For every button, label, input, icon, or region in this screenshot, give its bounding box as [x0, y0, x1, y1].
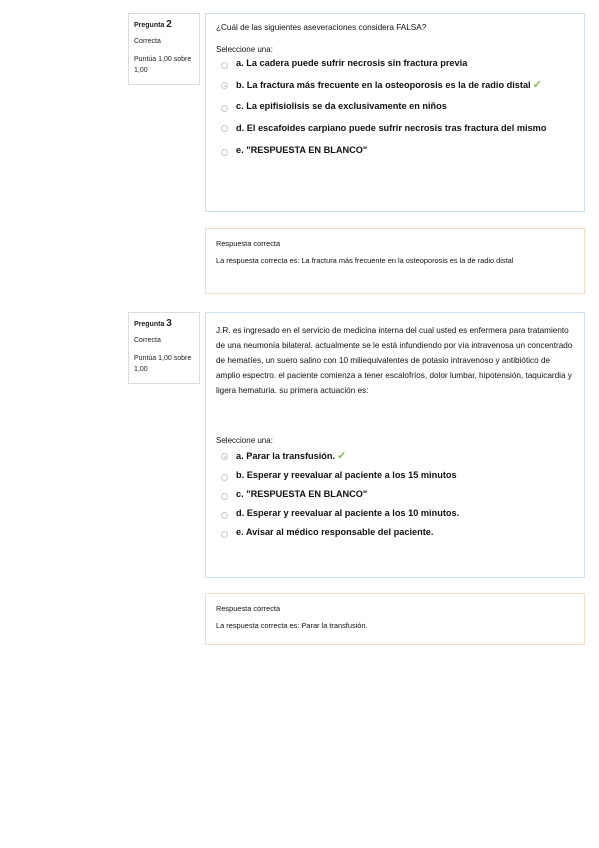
feedback-title: Respuesta correcta: [216, 604, 281, 613]
answer-option-label: c. "RESPUESTA EN BLANCO": [236, 489, 368, 499]
answer-option-label: b. La fractura más frecuente en la osteoporosis es la de radio distal ✓: [236, 79, 542, 91]
answer-prompt: Seleccione una:: [216, 45, 273, 54]
answer-option[interactable]: [216, 145, 574, 155]
question-feedback: [205, 593, 585, 645]
question-formulation: [205, 13, 585, 212]
question-formulation: [205, 312, 585, 578]
question-text: ¿Cuál de las siguientes aseveraciones considera FALSA?: [216, 23, 427, 32]
answer-option[interactable]: [216, 527, 574, 537]
answer-option-label: c. La epifisiolisis se da exclusivamente en niños: [236, 101, 447, 111]
answer-prompt: Seleccione una:: [216, 436, 273, 445]
radio-button[interactable]: [221, 512, 228, 519]
question-number: Pregunta 3: [134, 318, 172, 329]
answer-option[interactable]: [216, 101, 574, 111]
radio-button[interactable]: [221, 149, 228, 156]
radio-button[interactable]: [221, 474, 228, 481]
answer-option[interactable]: [216, 489, 574, 499]
answer-option[interactable]: [216, 508, 574, 518]
checkmark-icon: ✓: [532, 79, 542, 91]
question-grade: Puntúa 1,00 sobre 1,00: [134, 355, 192, 373]
answer-option-label: a. Parar la transfusión. ✓: [236, 450, 347, 462]
radio-button[interactable]: [221, 493, 228, 500]
answer-option[interactable]: [216, 121, 574, 136]
answer-option-label: d. El escafoides carpiano puede sufrir necrosis tras fractura del mismo: [236, 123, 547, 133]
answer-option[interactable]: [216, 470, 574, 480]
radio-button[interactable]: [221, 453, 228, 460]
checkmark-icon: ✓: [337, 450, 347, 462]
question-text: J.R. es ingresado en el servicio de medicina interna del cual usted es enfermera para tratamiento de una neumonía bilateral. actualmente se le está infundiendo por vía intravenosa un concentrado de hematíes, un suero salino con 10 miliequivalentes de potasio intravenoso y antibiótico de amplio espectro. el paciente comienza a tener escalofríos, dolor lumbar, hipotensión, taquicardia y ligera hematuria. su primera actuación es:: [216, 326, 573, 395]
answer-option-label: a. La cadera puede sufrir necrosis sin fractura previa: [236, 58, 468, 68]
radio-button[interactable]: [221, 62, 228, 69]
answer-option-label: e. "RESPUESTA EN BLANCO": [236, 145, 368, 155]
radio-button[interactable]: [221, 531, 228, 538]
question-feedback: [205, 228, 585, 294]
answer-option[interactable]: [216, 58, 574, 68]
radio-button[interactable]: [221, 125, 228, 132]
answer-option-label: e. Avisar al médico responsable del paciente.: [236, 527, 434, 537]
question-info: [128, 312, 200, 384]
question-grade: Puntúa 1,00 sobre 1,00: [134, 56, 192, 74]
question-number: Pregunta 2: [134, 19, 172, 30]
question-state: Correcta: [134, 38, 161, 45]
feedback-text: La respuesta correcta es: Parar la transfusión.: [216, 621, 368, 630]
radio-button[interactable]: [221, 82, 228, 89]
radio-button[interactable]: [221, 105, 228, 112]
answer-option-label: b. Esperar y reevaluar al paciente a los 15 minutos: [236, 470, 457, 480]
question-state: Correcta: [134, 337, 161, 344]
feedback-title: Respuesta correcta: [216, 239, 281, 248]
answer-option-label: d. Esperar y reevaluar al paciente a los 10 minutos.: [236, 508, 460, 518]
feedback-text: La respuesta correcta es: La fractura más frecuente en la osteoporosis es la de radio distal: [216, 256, 514, 265]
question-info: [128, 13, 200, 85]
answer-option[interactable]: [216, 449, 574, 462]
answer-option[interactable]: [216, 78, 574, 93]
